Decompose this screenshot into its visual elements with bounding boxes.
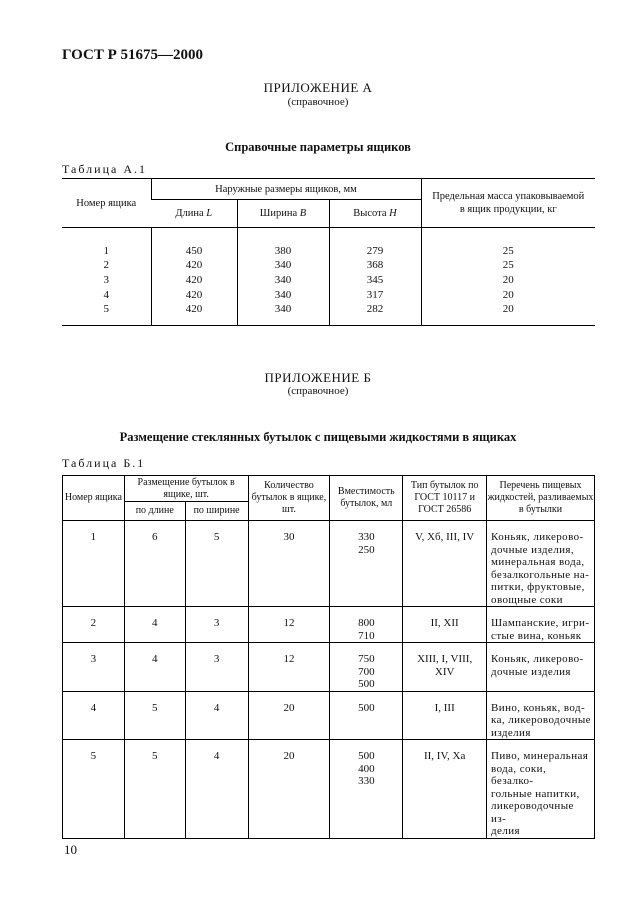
table-cell-type <box>403 691 487 740</box>
table-cell: 282 <box>329 302 421 325</box>
col-header-by-width: по ширине <box>185 502 248 521</box>
table-cell: 368 <box>329 259 421 274</box>
cell-line: ликероводочные из- <box>491 800 574 825</box>
table-cell-type <box>403 740 487 839</box>
table-cell-num: 4 <box>63 691 125 740</box>
table-b1 <box>62 475 595 839</box>
table-cell-len: 4 <box>124 643 185 692</box>
table-row <box>63 643 595 692</box>
cell-line: 710 <box>358 629 375 642</box>
appendix-a-section-title: Справочные параметры ящиков <box>225 140 411 154</box>
table-cell-count: 20 <box>248 691 330 740</box>
cell-line: стые вина, коньяк <box>491 629 582 642</box>
cell-line: делия <box>491 825 520 837</box>
table-row <box>62 273 595 288</box>
col-header-number: Номер ящика <box>62 179 151 228</box>
table-cell-count: 30 <box>248 521 330 607</box>
appendix-b-subtitle: (справочное) <box>287 385 349 397</box>
cell-line: 500 <box>358 701 375 714</box>
cell-line: I, III <box>434 701 455 714</box>
table-cell-capacity <box>330 691 403 740</box>
appendix-a-subtitle: (справочное) <box>287 96 349 108</box>
table-cell-capacity <box>330 521 403 607</box>
table-cell: 20 <box>421 288 595 303</box>
table-cell-num: 5 <box>63 740 125 839</box>
cell-line: минеральная вода, <box>491 556 585 568</box>
col-header-type: Тип бутылок по ГОСТ 10117 и ГОСТ 26586 <box>403 476 487 521</box>
cell-line: II, IV, Ха <box>423 750 466 762</box>
table-cell-count: 12 <box>248 643 330 692</box>
table-a1 <box>62 178 595 326</box>
cell-line: 750 <box>358 653 375 665</box>
cell-line: 400 <box>358 762 375 775</box>
table-cell: 340 <box>237 259 329 274</box>
table-cell-wid: 4 <box>185 740 248 839</box>
table-row <box>63 740 595 839</box>
cell-line: дочные изделия, <box>491 543 574 556</box>
appendix-b-title: ПРИЛОЖЕНИЕ Б <box>264 370 372 385</box>
table-cell: 345 <box>329 273 421 288</box>
table-cell-count: 20 <box>248 740 330 839</box>
table-row <box>62 288 595 303</box>
cell-line: 330 <box>358 531 375 543</box>
table-cell: 2 <box>103 259 109 272</box>
col-header-capacity: Вместимость бутылок, мл <box>330 476 403 521</box>
table-cell-count: 12 <box>248 607 330 643</box>
cell-line: Шампанские, игри- <box>491 617 590 629</box>
table-cell-wid: 3 <box>185 643 248 692</box>
cell-line: гольные напитки, <box>491 787 580 800</box>
table-cell-capacity <box>330 740 403 839</box>
table-cell: 317 <box>329 288 421 303</box>
table-cell: 420 <box>151 302 237 325</box>
cell-line: 500 <box>358 750 375 762</box>
cell-line: 700 <box>358 665 375 678</box>
cell-line: 250 <box>358 543 375 556</box>
cell-line: XIV <box>434 665 455 678</box>
table-cell: 420 <box>151 273 237 288</box>
table-cell-num: 2 <box>63 607 125 643</box>
cell-line: изделия <box>491 726 531 739</box>
table-cell-list <box>487 740 595 839</box>
col-header-height: Высота H <box>329 200 421 228</box>
col-header-length: Длина L <box>151 200 237 228</box>
table-cell: 20 <box>421 302 595 325</box>
table-row <box>62 302 595 325</box>
table-cell-type <box>403 643 487 692</box>
cell-line: питки, фруктовые, <box>491 581 585 593</box>
table-row <box>63 691 595 740</box>
cell-line: Вино, коньяк, вод- <box>491 701 586 714</box>
dimension-symbol: B <box>299 208 307 219</box>
table-cell-type <box>403 607 487 643</box>
table-row <box>62 259 595 274</box>
table-a1-label: Таблица А.1 <box>62 162 147 176</box>
table-cell-num: 1 <box>63 521 125 607</box>
table-cell-list <box>487 691 595 740</box>
appendix-a-title: ПРИЛОЖЕНИЕ А <box>263 80 373 95</box>
table-cell-wid: 4 <box>185 691 248 740</box>
col-header-number: Номер ящика <box>63 476 125 521</box>
table-cell-capacity <box>330 607 403 643</box>
col-header-liquids: Перечень пищевых жидкостей, разливаемых в бутылки <box>487 476 595 521</box>
table-cell: 5 <box>103 303 109 316</box>
cell-line: вода, соки, безалко- <box>491 762 547 787</box>
table-cell-list <box>487 521 595 607</box>
table-cell: 420 <box>151 259 237 274</box>
table-b1-label: Таблица Б.1 <box>62 456 146 470</box>
cell-line: безалкогольные на- <box>491 568 590 581</box>
table-cell: 25 <box>421 228 595 259</box>
col-header-placement: Размещение бутылок в ящике, шт. <box>124 476 248 502</box>
table-cell-list <box>487 607 595 643</box>
cell-line: Коньяк, ликерово- <box>491 653 584 665</box>
table-cell: 20 <box>421 273 595 288</box>
col-header-max-mass: Предельная масса упаковываемой в ящик продукции, кг <box>421 179 595 228</box>
dimension-symbol: L <box>206 208 213 219</box>
cell-line: 500 <box>358 678 375 690</box>
table-cell-list <box>487 643 595 692</box>
table-cell-len: 6 <box>124 521 185 607</box>
table-cell: 25 <box>421 259 595 274</box>
cell-line: II, XII <box>430 617 459 629</box>
table-cell-num: 3 <box>63 643 125 692</box>
table-cell-wid: 3 <box>185 607 248 643</box>
table-cell: 420 <box>151 288 237 303</box>
cell-line: ка, ликероводочные <box>491 714 591 726</box>
table-row <box>63 607 595 643</box>
appendix-b-section-title: Размещение стеклянных бутылок с пищевыми жидкостями в ящиках <box>119 430 517 444</box>
cell-line: Коньяк, ликерово- <box>491 531 584 543</box>
cell-line: Пиво, минеральная <box>491 750 589 762</box>
table-cell: 279 <box>329 228 421 259</box>
cell-line: дочные изделия <box>491 665 571 678</box>
table-cell: 3 <box>103 273 109 286</box>
dimension-symbol: H <box>389 208 397 219</box>
table-cell-len: 4 <box>124 607 185 643</box>
table-cell: 4 <box>103 288 109 301</box>
table-cell-len: 5 <box>124 740 185 839</box>
table-row <box>63 521 595 607</box>
table-cell: 340 <box>237 302 329 325</box>
cell-line: овощные соки <box>491 593 563 606</box>
cell-line: V, Хб, III, IV <box>415 531 475 543</box>
col-header-by-length: по длине <box>124 502 185 521</box>
cell-line: 330 <box>358 775 375 787</box>
cell-line: 800 <box>358 617 375 629</box>
col-header-width: Ширина B <box>237 200 329 228</box>
table-cell-capacity <box>330 643 403 692</box>
table-cell-len: 5 <box>124 691 185 740</box>
table-cell: 340 <box>237 288 329 303</box>
table-cell: 450 <box>151 228 237 259</box>
document-id: ГОСТ Р 51675—2000 <box>62 47 204 63</box>
page-number: 10 <box>64 842 77 857</box>
cell-line: XIII, I, VIII, <box>417 653 473 665</box>
table-cell: 1 <box>103 244 109 257</box>
col-header-outer-dimensions: Наружные размеры ящиков, мм <box>151 179 421 200</box>
table-cell: 340 <box>237 273 329 288</box>
table-cell-type <box>403 521 487 607</box>
table-cell-wid: 5 <box>185 521 248 607</box>
col-header-count: Количество бутылок в ящике, шт. <box>248 476 330 521</box>
table-row <box>62 228 595 259</box>
table-cell: 380 <box>237 228 329 259</box>
